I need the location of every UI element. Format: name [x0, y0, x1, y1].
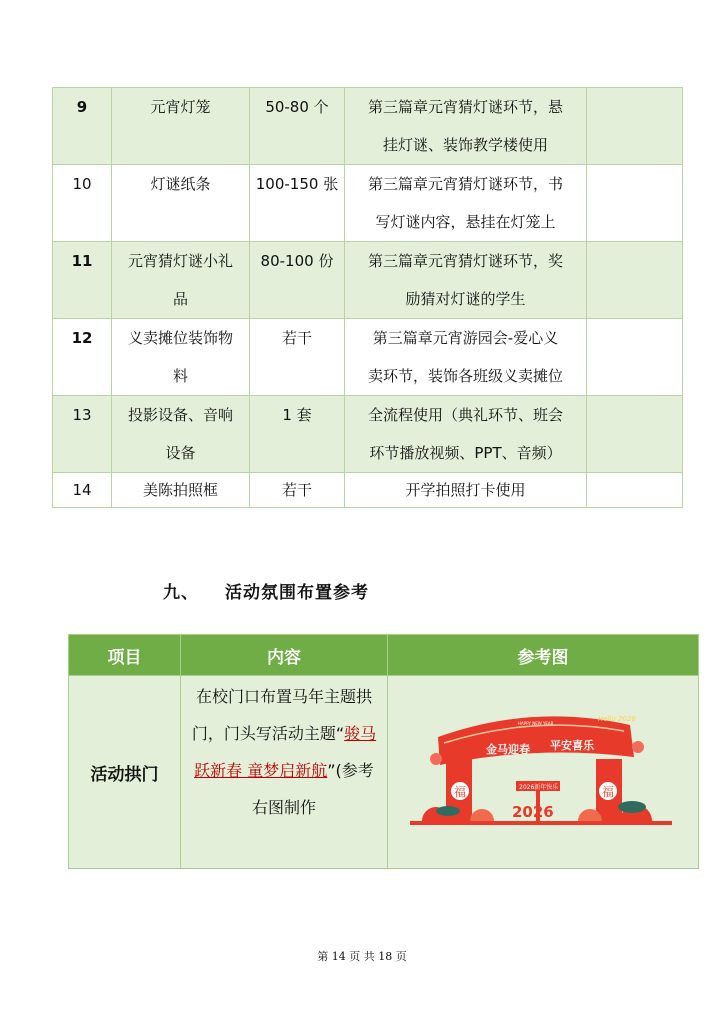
lantern-decoration: [632, 741, 644, 753]
item-usage: 开学拍照打卡使用: [345, 473, 587, 508]
reference-image-cell: [388, 676, 699, 869]
section-number: 九、: [163, 583, 199, 603]
table-row: [53, 319, 683, 396]
table-row: [53, 165, 683, 242]
arch-banner-left: 金马迎春: [486, 743, 530, 756]
item-name: 元宵灯笼: [112, 88, 250, 165]
item-name: 灯谜纸条: [112, 165, 250, 242]
row-number: 14: [53, 473, 112, 508]
materials-table: [52, 87, 683, 508]
item-quantity: 1 套: [250, 396, 345, 473]
table-row: [53, 88, 683, 165]
item-note: [587, 165, 683, 242]
item-note: [587, 473, 683, 508]
section-title: 活动氛围布置参考: [225, 583, 369, 603]
decoration-item: 活动拱门: [69, 676, 181, 869]
item-note: [587, 319, 683, 396]
item-name: 投影设备、音响 设备: [112, 396, 250, 473]
table-row: [53, 242, 683, 319]
row-number: 11: [53, 242, 112, 319]
arch-illustration: [408, 707, 678, 837]
item-usage: 第三篇章元宵猜灯谜环节，书 写灯谜内容，悬挂在灯笼上: [345, 165, 587, 242]
pine-decoration: [436, 806, 460, 816]
table-row: [53, 473, 683, 508]
fan-decoration: [470, 809, 494, 821]
table-row: [53, 396, 683, 473]
arch-tagline: HAPPY NEW YEAR: [518, 721, 554, 726]
table-row: [69, 676, 699, 869]
lantern-decoration: [430, 753, 442, 765]
item-usage: 全流程使用（典礼环节、班会 环节播放视频、PPT、音频）: [345, 396, 587, 473]
item-name: 美陈拍照框: [112, 473, 250, 508]
decoration-content: 在校门口布置马年主题拱门，门头写活动主题“骏马跃新春 童梦启新航”(参考右图制作: [181, 676, 388, 869]
arch-year: 2026: [512, 803, 554, 821]
item-quantity: 若干: [250, 319, 345, 396]
row-number: 13: [53, 396, 112, 473]
pine-decoration: [618, 801, 646, 813]
header-reference: 参考图: [388, 635, 699, 676]
item-quantity: 100-150 张: [250, 165, 345, 242]
svg-text:福: 福: [602, 785, 615, 799]
item-name: 义卖摊位装饰物 料: [112, 319, 250, 396]
decoration-table: [68, 634, 699, 869]
row-number: 10: [53, 165, 112, 242]
svg-text:福: 福: [454, 785, 467, 799]
header-item: 项目: [69, 635, 181, 676]
arch-banner-right: 平安喜乐: [550, 739, 594, 752]
item-note: [587, 396, 683, 473]
item-usage: 第三篇章元宵游园会-爱心义 卖环节，装饰各班级义卖摊位: [345, 319, 587, 396]
table-header-row: [69, 635, 699, 676]
header-content: 内容: [181, 635, 388, 676]
item-usage: 第三篇章元宵猜灯谜环节，奖 励猜对灯谜的学生: [345, 242, 587, 319]
item-note: [587, 242, 683, 319]
svg-text:2026新年快乐: 2026新年快乐: [519, 784, 559, 791]
item-quantity: 若干: [250, 473, 345, 508]
arch-script: Hello 2026: [598, 715, 636, 723]
item-name: 元宵猜灯谜小礼 品: [112, 242, 250, 319]
item-quantity: 50-80 个: [250, 88, 345, 165]
theme-highlight: 骏马跃新春 童梦启新航: [194, 724, 377, 780]
row-number: 12: [53, 319, 112, 396]
row-number: 9: [53, 88, 112, 165]
page-footer: 第 14 页 共 18 页: [317, 950, 407, 963]
item-usage: 第三篇章元宵猜灯谜环节，悬 挂灯谜、装饰教学楼使用: [345, 88, 587, 165]
item-quantity: 80-100 份: [250, 242, 345, 319]
arch-base: [410, 821, 672, 825]
item-note: [587, 88, 683, 165]
section-heading: [163, 578, 369, 603]
